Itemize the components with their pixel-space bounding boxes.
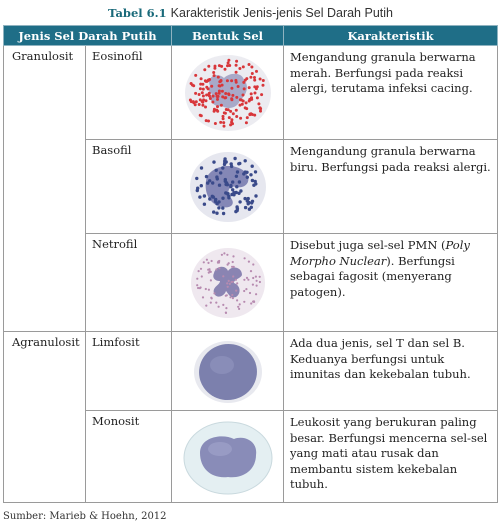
- granule-dot: [238, 67, 241, 70]
- granule-dot: [208, 270, 210, 272]
- granule-dot: [227, 93, 230, 96]
- header-cell-shape: Bentuk Sel: [172, 26, 284, 46]
- granule-dot: [211, 195, 214, 198]
- granule-dot: [236, 299, 238, 301]
- description-cell: Mengandung granula berwarna merah. Berfungsi pada reaksi alergi, terutama infeksi cacing.: [284, 46, 498, 140]
- type-cell: Monosit: [86, 411, 172, 503]
- table-caption: [0, 5, 501, 21]
- granule-dot: [253, 113, 256, 116]
- granule-dot: [199, 77, 202, 80]
- header-cell-characteristics: Karakteristik: [284, 26, 498, 46]
- granule-dot: [209, 279, 211, 281]
- granule-dot: [231, 297, 233, 299]
- granule-dot: [197, 93, 200, 96]
- granule-dot: [217, 183, 220, 186]
- granule-dot: [204, 105, 207, 108]
- granule-dot: [243, 205, 246, 208]
- granule-dot: [217, 206, 220, 209]
- description-cell: [284, 234, 498, 332]
- granule-dot: [250, 72, 253, 75]
- granule-dot: [211, 100, 214, 103]
- granule-dot: [250, 178, 253, 181]
- granule-dot: [203, 79, 206, 82]
- granule-dot: [212, 74, 215, 77]
- granule-dot: [217, 305, 219, 307]
- granule-dot: [213, 64, 216, 67]
- granule-dot: [247, 278, 249, 280]
- granule-dot: [201, 103, 204, 106]
- granule-dot: [248, 112, 251, 115]
- granule-dot: [201, 296, 203, 298]
- granule-dot: [200, 275, 202, 277]
- granule-dot: [200, 91, 203, 94]
- granule-dot: [215, 177, 218, 180]
- granule-dot: [199, 166, 202, 169]
- white-blood-cell-table: [3, 25, 498, 503]
- monocyte-cell-image: [178, 415, 278, 499]
- cell-image-cell: [172, 411, 284, 503]
- granule-dot: [232, 193, 235, 196]
- granule-dot: [212, 210, 215, 213]
- granule-dot: [243, 196, 246, 199]
- table-number: Tabel 6.1: [108, 6, 167, 20]
- granule-dot: [226, 282, 228, 284]
- granule-dot: [221, 196, 224, 199]
- granule-dot: [243, 300, 245, 302]
- granule-dot: [243, 257, 245, 259]
- type-cell: Limfosit: [86, 332, 172, 411]
- granule-dot: [232, 255, 234, 257]
- granule-dot: [204, 287, 206, 289]
- granule-dot: [215, 108, 218, 111]
- granule-dot: [254, 275, 256, 277]
- granule-dot: [233, 156, 236, 159]
- granule-dot: [197, 270, 199, 272]
- granule-dot: [253, 78, 256, 81]
- granule-dot: [202, 261, 204, 263]
- granule-dot: [234, 174, 237, 177]
- granule-dot: [237, 180, 240, 183]
- granule-dot: [203, 68, 206, 71]
- granule-dot: [197, 286, 199, 288]
- granule-dot: [235, 115, 238, 118]
- granule-dot: [249, 173, 252, 176]
- granule-dot: [238, 103, 241, 106]
- granule-dot: [221, 206, 224, 209]
- granule-dot: [244, 121, 247, 124]
- granule-dot: [223, 252, 225, 254]
- granule-dot: [252, 263, 254, 265]
- granule-dot: [236, 282, 238, 284]
- granule-dot: [207, 261, 209, 263]
- granule-dot: [253, 170, 256, 173]
- granule-dot: [229, 183, 232, 186]
- granule-dot: [222, 124, 225, 127]
- granule-dot: [227, 279, 229, 281]
- granule-dot: [228, 282, 230, 284]
- granule-dot: [255, 293, 257, 295]
- basophil-cell-image: [180, 147, 276, 227]
- granule-dot: [199, 114, 202, 117]
- granule-dot: [259, 109, 262, 112]
- granule-dot: [242, 172, 245, 175]
- granule-dot: [235, 95, 238, 98]
- neutrophil-cell-image: [180, 241, 276, 325]
- granule-dot: [253, 300, 255, 302]
- granule-dot: [215, 211, 218, 214]
- granule-dot: [224, 92, 227, 95]
- granule-dot: [243, 278, 245, 280]
- granule-dot: [216, 105, 219, 108]
- granule-dot: [215, 268, 217, 270]
- granule-dot: [194, 91, 197, 94]
- cell-image-cell: [172, 140, 284, 234]
- granule-dot: [255, 85, 258, 88]
- granule-dot: [226, 263, 228, 265]
- granule-dot: [198, 98, 201, 101]
- granule-dot: [249, 270, 251, 272]
- granule-dot: [221, 117, 224, 120]
- granule-dot: [210, 297, 212, 299]
- granule-dot: [258, 106, 261, 109]
- granule-dot: [223, 157, 226, 160]
- type-cell: Basofil: [86, 140, 172, 234]
- description-text: ). Berfungsi sebagai fagosit (menyerang patogen).: [290, 253, 455, 299]
- granule-dot: [219, 171, 222, 174]
- granule-dot: [261, 83, 264, 86]
- granule-dot: [225, 307, 227, 309]
- granule-dot: [235, 289, 237, 291]
- granule-dot: [235, 185, 238, 188]
- granule-dot: [239, 189, 242, 192]
- granule-dot: [251, 283, 253, 285]
- granule-dot: [208, 197, 211, 200]
- granule-dot: [204, 174, 207, 177]
- granule-dot: [235, 170, 238, 173]
- granule-dot: [229, 162, 232, 165]
- granule-dot: [234, 278, 236, 280]
- granule-dot: [214, 92, 217, 95]
- granule-dot: [209, 301, 211, 303]
- granule-dot: [199, 82, 202, 85]
- granule-dot: [231, 293, 233, 295]
- granule-dot: [245, 116, 248, 119]
- granule-dot: [242, 87, 245, 90]
- granule-dot: [245, 288, 247, 290]
- granule-dot: [210, 259, 212, 261]
- nucleus-highlight: [208, 442, 232, 456]
- granule-dot: [212, 71, 215, 74]
- granule-dot: [247, 63, 250, 66]
- granule-dot: [202, 202, 205, 205]
- header-row: [4, 26, 498, 46]
- granule-dot: [226, 108, 229, 111]
- granule-dot: [223, 67, 226, 70]
- granule-dot: [199, 286, 201, 288]
- granule-dot: [230, 86, 233, 89]
- description-italic-text: Poly Morpho Nuclear: [290, 238, 470, 268]
- granule-dot: [212, 160, 215, 163]
- granule-dot: [211, 181, 214, 184]
- table-row: [4, 332, 498, 411]
- granule-dot: [211, 94, 214, 97]
- granule-dot: [227, 116, 230, 119]
- description-cell: Mengandung granula berwarna biru. Berfungsi pada reaksi alergi.: [284, 140, 498, 234]
- cell-image-cell: [172, 46, 284, 140]
- granule-dot: [247, 207, 250, 210]
- granule-dot: [241, 65, 244, 68]
- granule-dot: [252, 276, 254, 278]
- table-row: [4, 46, 498, 140]
- granule-dot: [208, 78, 211, 81]
- granule-dot: [254, 182, 257, 185]
- granule-dot: [205, 304, 207, 306]
- granule-dot: [250, 302, 252, 304]
- cell-image-cell: [172, 234, 284, 332]
- granule-dot: [241, 99, 244, 102]
- granule-dot: [226, 285, 228, 287]
- description-cell: Leukosit yang berukuran paling besar. Berfungsi mencerna sel-sel yang mati atau rusak dan membantu sistem kekebalan tubuh.: [284, 411, 498, 503]
- granule-dot: [234, 63, 237, 66]
- granule-dot: [234, 108, 237, 111]
- granule-dot: [258, 275, 260, 277]
- granule-dot: [231, 180, 234, 183]
- granule-dot: [196, 277, 198, 279]
- granule-dot: [253, 76, 256, 79]
- granule-dot: [241, 93, 244, 96]
- granule-dot: [222, 303, 224, 305]
- description-cell: Ada dua jenis, sel T dan sel B. Keduanya berfungsi untuk imunitas dan kekebalan tubuh.: [284, 332, 498, 411]
- granule-dot: [210, 84, 213, 87]
- granule-dot: [227, 58, 230, 61]
- granule-dot: [213, 122, 216, 125]
- granule-dot: [219, 120, 222, 123]
- granule-dot: [205, 258, 207, 260]
- granule-dot: [243, 106, 246, 109]
- granule-dot: [260, 93, 263, 96]
- granule-dot: [249, 75, 252, 78]
- granule-dot: [221, 166, 224, 169]
- granule-dot: [254, 194, 257, 197]
- description-text: Disebut juga sel-sel PMN (: [290, 238, 446, 252]
- granule-dot: [201, 87, 204, 90]
- granule-dot: [220, 64, 223, 67]
- group-cell-granulocyte: Granulosit: [4, 46, 86, 332]
- granule-dot: [215, 301, 217, 303]
- granule-dot: [230, 118, 233, 121]
- granule-dot: [245, 276, 247, 278]
- granule-dot: [231, 260, 233, 262]
- granule-dot: [230, 280, 232, 282]
- granule-dot: [216, 75, 219, 78]
- granule-dot: [247, 86, 250, 89]
- granule-dot: [206, 87, 209, 90]
- granule-dot: [207, 268, 209, 270]
- nucleus-highlight: [210, 356, 234, 374]
- granule-dot: [248, 97, 251, 100]
- granule-dot: [221, 211, 224, 214]
- granule-dot: [195, 188, 198, 191]
- granule-dot: [243, 289, 245, 291]
- granule-dot: [234, 70, 237, 73]
- granule-dot: [250, 65, 253, 68]
- granule-dot: [245, 175, 248, 178]
- granule-dot: [223, 179, 226, 182]
- granule-dot: [231, 188, 234, 191]
- granule-dot: [192, 101, 195, 104]
- granule-dot: [230, 97, 233, 100]
- cell-image-cell: [172, 332, 284, 411]
- granule-dot: [255, 69, 258, 72]
- header-cell-type: Jenis Sel Darah Putih: [4, 26, 172, 46]
- granule-dot: [201, 94, 204, 97]
- granule-dot: [212, 109, 215, 112]
- granule-dot: [206, 181, 209, 184]
- granule-dot: [232, 275, 234, 277]
- granule-dot: [220, 253, 222, 255]
- granule-dot: [196, 284, 198, 286]
- granule-dot: [214, 168, 217, 171]
- granule-dot: [207, 64, 210, 67]
- granule-dot: [222, 162, 225, 165]
- granule-dot: [255, 96, 258, 99]
- granule-dot: [238, 98, 241, 101]
- granule-dot: [204, 119, 207, 122]
- granule-dot: [217, 84, 220, 87]
- granule-dot: [236, 85, 239, 88]
- granule-dot: [255, 284, 257, 286]
- granule-dot: [195, 176, 198, 179]
- granule-dot: [225, 79, 228, 82]
- granule-dot: [219, 103, 222, 106]
- granule-dot: [257, 102, 260, 105]
- eosinophil-cell-image: [180, 50, 276, 136]
- granule-dot: [227, 196, 230, 199]
- granule-dot: [213, 292, 215, 294]
- granule-dot: [244, 101, 247, 104]
- granule-dot: [226, 253, 228, 255]
- granule-dot: [229, 296, 231, 298]
- granule-dot: [222, 275, 224, 277]
- granule-dot: [246, 202, 249, 205]
- granule-dot: [198, 87, 201, 90]
- granule-dot: [239, 116, 242, 119]
- granule-dot: [188, 98, 191, 101]
- granule-dot: [204, 99, 207, 102]
- granule-dot: [243, 159, 246, 162]
- granule-dot: [237, 305, 239, 307]
- granule-dot: [226, 61, 229, 64]
- granule-dot: [202, 194, 205, 197]
- granule-dot: [215, 95, 218, 98]
- granule-dot: [198, 195, 201, 198]
- granule-dot: [250, 164, 253, 167]
- granule-dot: [216, 97, 219, 100]
- granule-dot: [243, 78, 246, 81]
- granule-dot: [234, 78, 237, 81]
- granule-dot: [220, 89, 223, 92]
- granule-dot: [221, 95, 224, 98]
- granule-dot: [249, 92, 252, 95]
- type-cell: Eosinofil: [86, 46, 172, 140]
- source-note: Sumber: Marieb & Hoehn, 2012: [3, 511, 167, 522]
- granule-dot: [237, 162, 240, 165]
- granule-dot: [224, 311, 226, 313]
- granule-dot: [219, 79, 222, 82]
- table-title: Karakteristik Jenis-jenis Sel Darah Putih: [170, 6, 393, 20]
- granule-dot: [189, 82, 192, 85]
- granule-dot: [217, 89, 220, 92]
- granule-dot: [235, 59, 238, 62]
- granule-dot: [253, 91, 256, 94]
- granule-dot: [197, 103, 200, 106]
- granule-dot: [194, 73, 197, 76]
- granule-dot: [222, 111, 225, 114]
- granule-dot: [248, 291, 250, 293]
- granule-dot: [207, 288, 209, 290]
- granule-dot: [231, 265, 233, 267]
- granule-dot: [247, 260, 249, 262]
- granule-dot: [250, 199, 253, 202]
- granule-dot: [225, 294, 227, 296]
- granule-dot: [235, 208, 238, 211]
- granule-dot: [230, 79, 233, 82]
- granule-dot: [258, 280, 260, 282]
- granule-dot: [255, 279, 257, 281]
- granule-dot: [218, 267, 220, 269]
- granule-dot: [199, 267, 201, 269]
- cell-nucleus: [200, 436, 256, 477]
- granule-dot: [231, 93, 234, 96]
- granule-dot: [214, 197, 217, 200]
- granule-dot: [238, 303, 240, 305]
- granule-dot: [238, 200, 241, 203]
- group-cell-agranulocyte: Agranulosit: [4, 332, 86, 503]
- granule-dot: [205, 93, 208, 96]
- lymphocyte-cell-image: [180, 335, 276, 407]
- type-cell: Netrofil: [86, 234, 172, 332]
- granule-dot: [216, 261, 218, 263]
- granule-dot: [261, 79, 264, 82]
- granule-dot: [226, 64, 229, 67]
- granule-dot: [258, 77, 261, 80]
- granule-dot: [238, 307, 240, 309]
- granule-dot: [226, 192, 229, 195]
- granule-dot: [231, 112, 234, 115]
- granule-dot: [199, 184, 202, 187]
- granule-dot: [222, 121, 225, 124]
